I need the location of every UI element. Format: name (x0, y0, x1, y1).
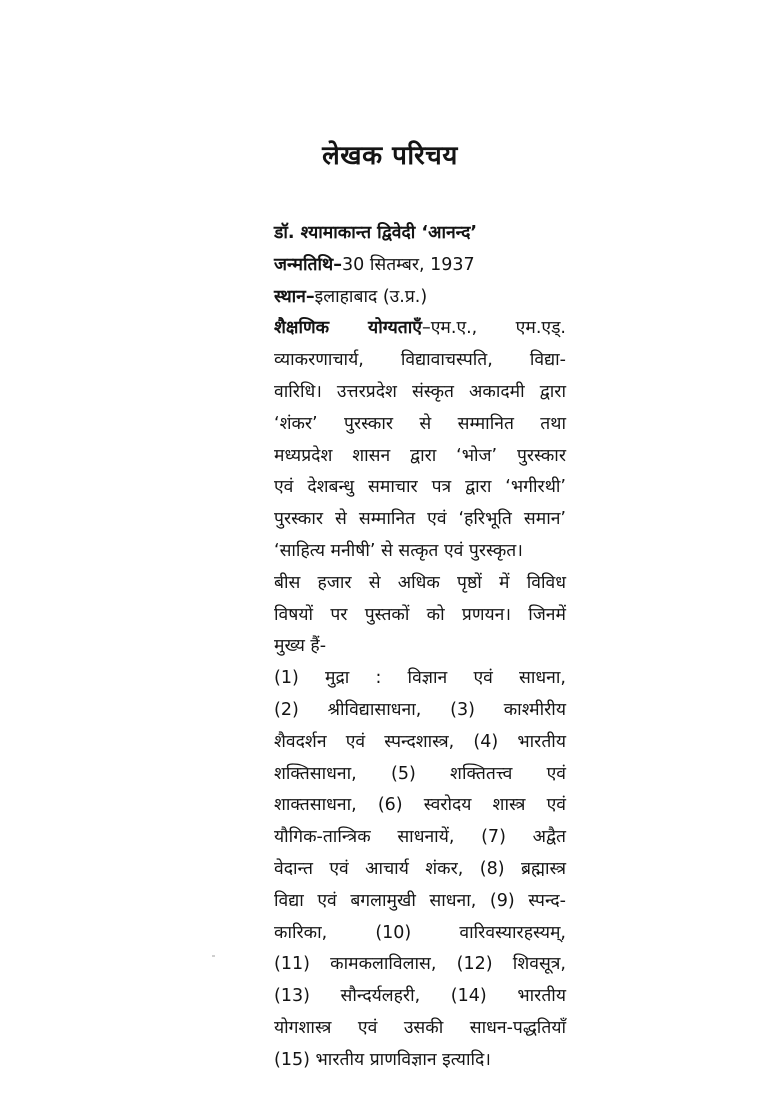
dash: – (305, 286, 315, 307)
text-line: मुख्य हैं- (274, 636, 327, 657)
birth-label: जन्मतिथि (274, 254, 334, 275)
place-value: इलाहाबाद (उ.प्र.) (314, 286, 428, 307)
text-line: विषयों पर पुस्तकों को प्रणयन। जिनमें (274, 604, 566, 625)
place-line (274, 282, 566, 314)
text-line: पुरस्कार से सम्मानित एवं ‘हरिभूति समान’ (274, 509, 566, 530)
list-item: (2) श्रीविद्यासाधना, (3) काश्मीरीय (274, 699, 566, 720)
qualifications-line (274, 313, 566, 345)
list-item: (1) मुद्रा : विज्ञान एवं साधना, (274, 668, 566, 689)
list-item: वेदान्त एवं आचार्य शंकर, (8) ब्रह्मास्त्र (274, 858, 566, 879)
text-line: व्याकरणाचार्य, विद्यावाचस्पति, विद्या- (274, 350, 566, 371)
list-item: शैवदर्शन एवं स्पन्दशास्त्र, (4) भारतीय (274, 731, 566, 752)
list-item: शाक्तसाधना, (6) स्वरोदय शास्त्र एवं (274, 795, 566, 816)
list-item: विद्या एवं बगलामुखी साधना, (9) स्पन्द- (274, 890, 566, 911)
birth-value: 30 सितम्बर, 1937 (342, 254, 475, 275)
birth-date-line (274, 250, 566, 282)
scan-speck (212, 955, 215, 957)
list-item: (15) भारतीय प्राणविज्ञान इत्यादि। (274, 1049, 491, 1070)
qualifications-degrees: –एम.ए., एम.एड्. (421, 318, 566, 339)
list-item: (11) कामकलाविलास, (12) शिवसूत्र, (274, 954, 566, 975)
author-name: डॉ. श्यामाकान्त द्विवेदी ‘आनन्द’ (274, 223, 478, 243)
qualifications-label: शैक्षणिक योग्यताएँ (274, 318, 422, 339)
text-line: एवं देशबन्धु समाचार पत्र द्वारा ‘भगीरथी’ (274, 477, 566, 498)
text-line: ‘शंकर’ पुरस्कार से सम्मानित तथा (274, 413, 566, 434)
dash: – (333, 254, 342, 275)
list-item: योगशास्त्र एवं उसकी साधन-पद्धतियाँ (274, 1017, 566, 1038)
text-line: वारिधि। उत्तरप्रदेश संस्कृत अकादमी द्वारा (274, 381, 566, 402)
author-bio (274, 218, 566, 1077)
list-item: (13) सौन्दर्यलहरी, (14) भारतीय (274, 986, 566, 1007)
page-title: लेखक परिचय (322, 141, 458, 171)
list-item: यौगिक-तान्त्रिक साधनायें, (7) अद्वैत (274, 827, 566, 848)
list-item: शक्तिसाधना, (5) शक्तितत्त्व एवं (274, 763, 566, 784)
list-item: कारिका, (10) वारिवस्यारहस्यम्, (274, 922, 566, 943)
place-label: स्थान (274, 286, 306, 307)
text-line: ‘साहित्य मनीषी’ से सत्कृत एवं पुरस्कृत। (274, 540, 523, 561)
text-line: बीस हजार से अधिक पृष्ठों में विविध (274, 572, 566, 593)
text-line: मध्यप्रदेश शासन द्वारा ‘भोज’ पुरस्कार (274, 445, 566, 466)
